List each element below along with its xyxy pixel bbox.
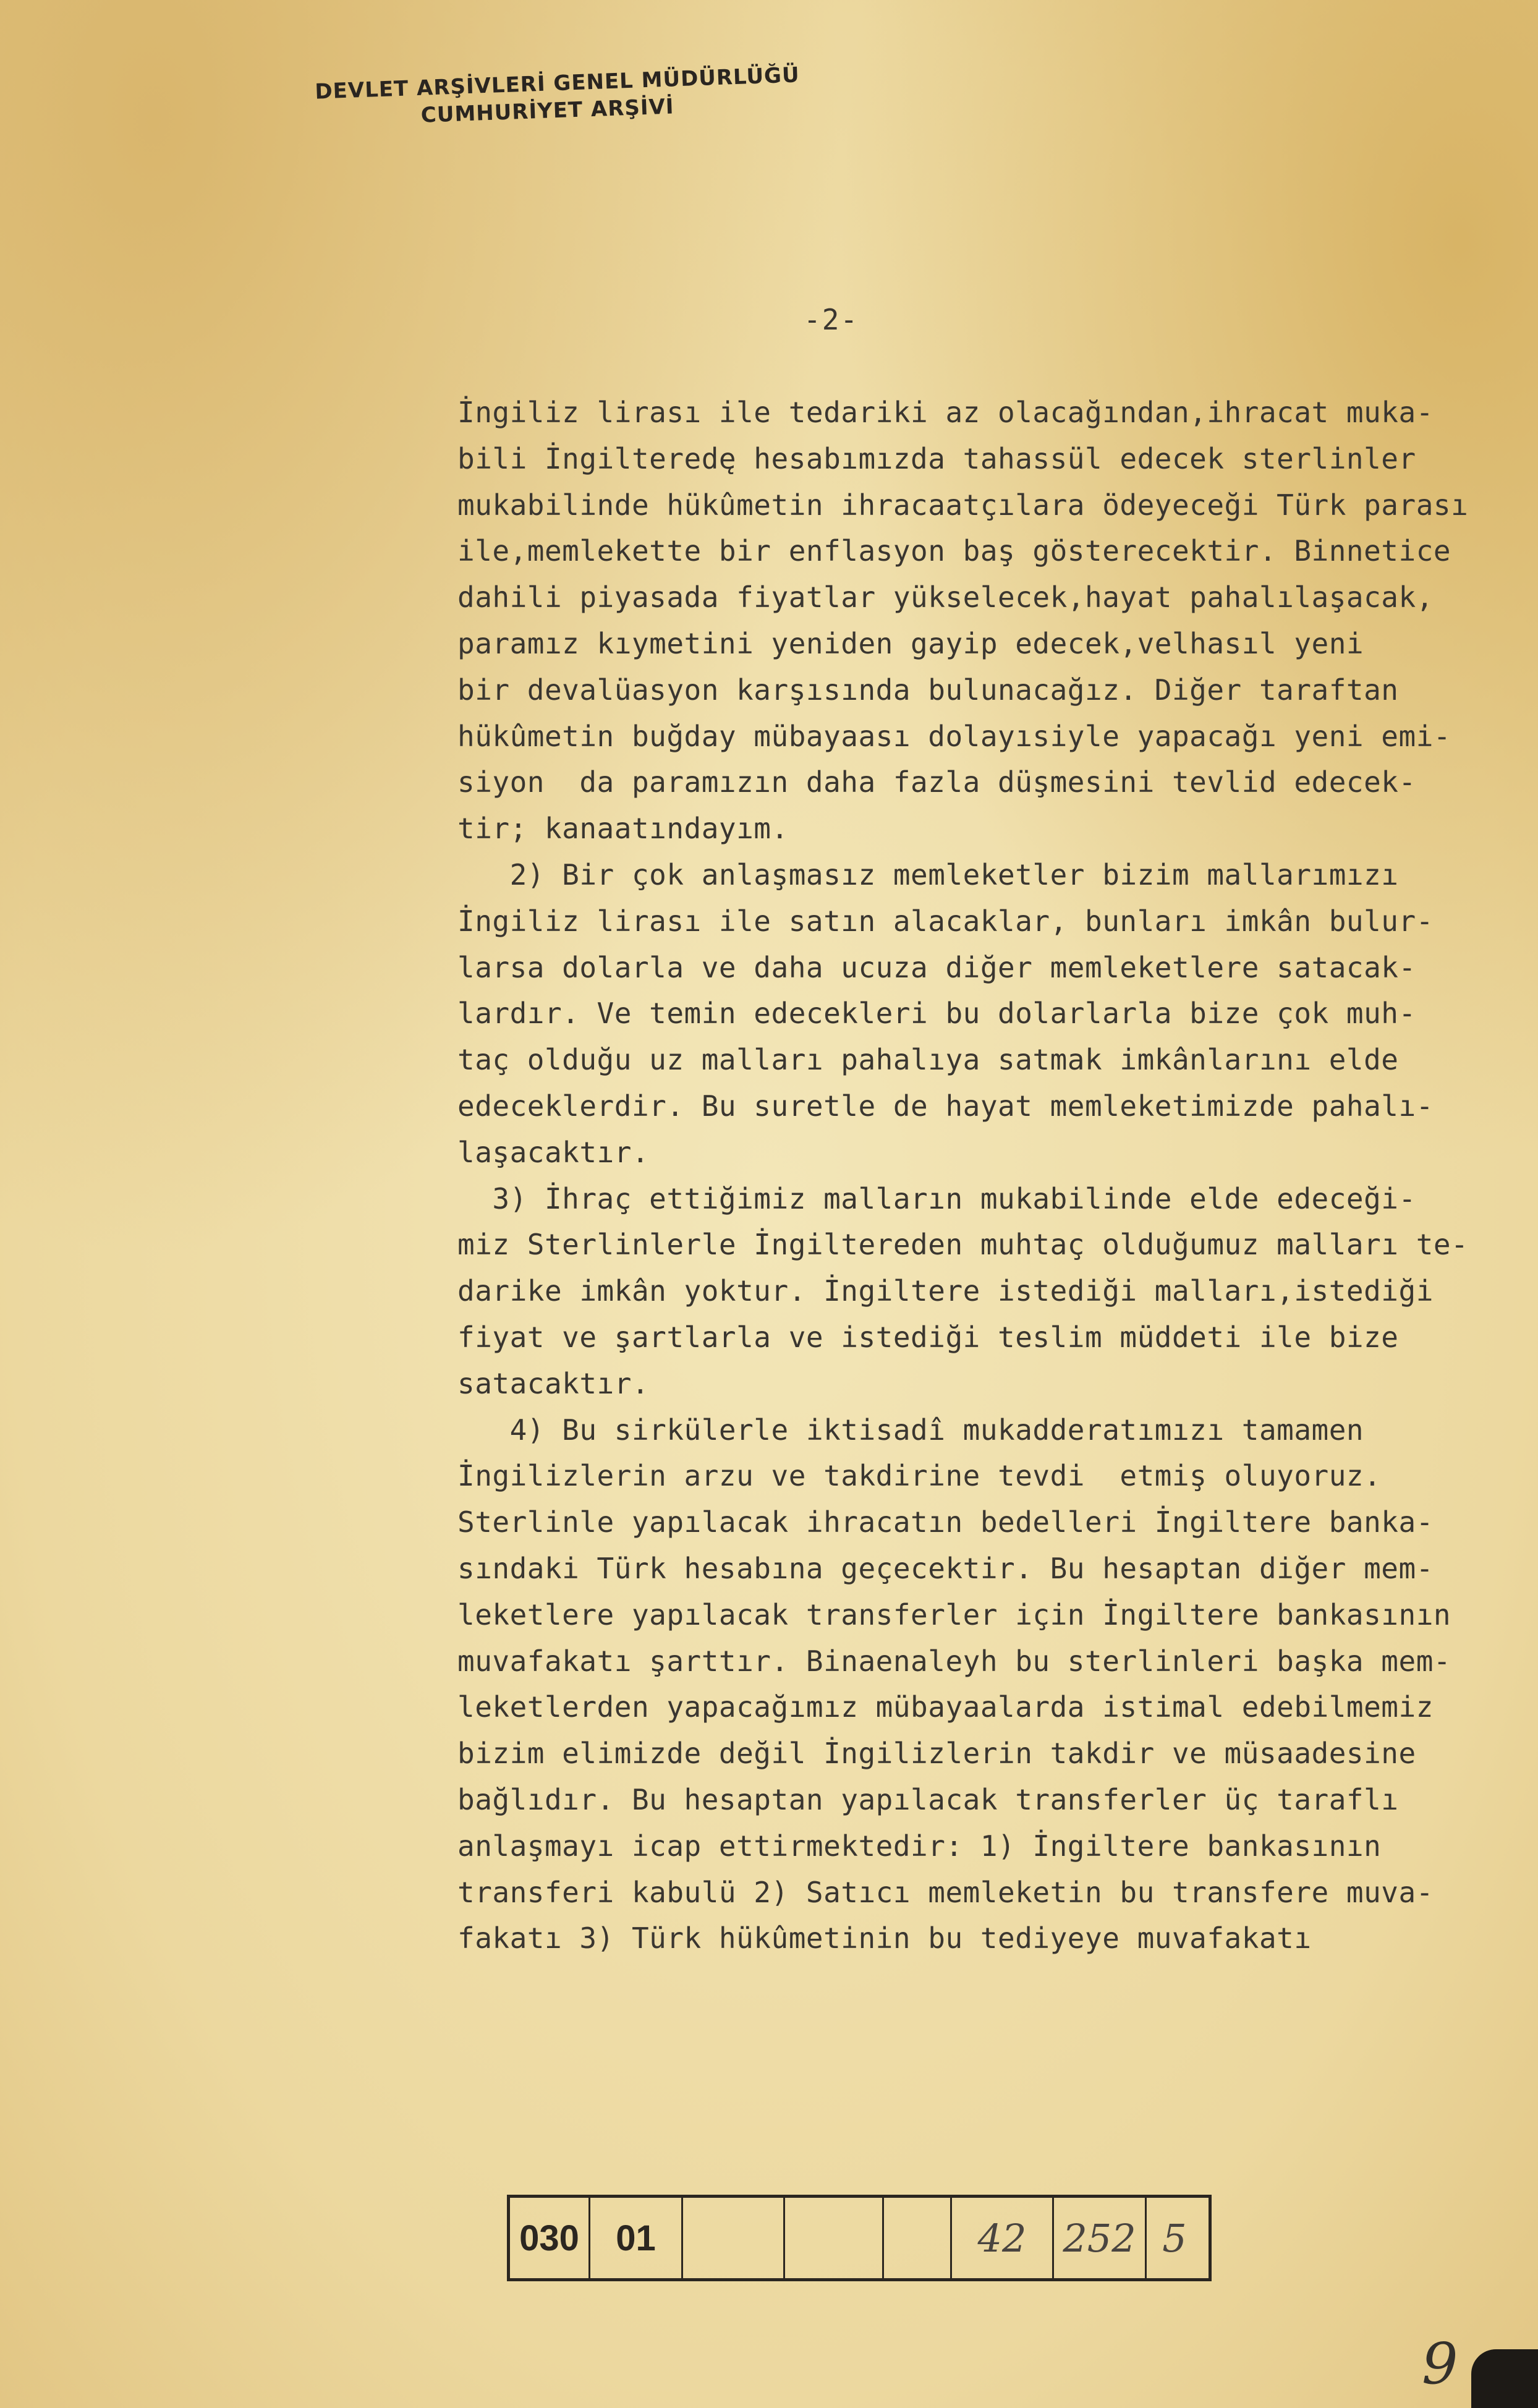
archive-code-cell: 252 xyxy=(1054,2198,1147,2278)
text-line: bağlıdır. Bu hesaptan yapılacak transferler üç taraflı xyxy=(457,1782,1399,1816)
text-line: paramız kıymetini yeniden gayip edecek,velhasıl yeni xyxy=(457,626,1364,660)
text-line: hükûmetin buğday mübayaası dolayısiyle yapacağı yeni emi- xyxy=(457,719,1451,753)
text-line: anlaşmayı icap ettirmektedir: 1) İngiltere bankasının xyxy=(457,1829,1382,1863)
stamp-line-1: DEVLET ARŞİVLERİ GENEL MÜDÜRLÜĞÜ xyxy=(314,62,801,104)
stamp-line-2: CUMHURİYET ARŞİVİ xyxy=(420,94,675,128)
text-line: dahili piyasada fiyatlar yükselecek,hayat pahalılaşacak, xyxy=(457,581,1434,615)
body-text xyxy=(457,389,1521,1962)
archive-code-cell xyxy=(683,2198,785,2278)
archive-code-cell: 5 xyxy=(1162,2215,1187,2261)
text-line: İngilizlerin arzu ve takdirine tevdi etmiş oluyoruz. xyxy=(457,1459,1382,1493)
archive-reference-box xyxy=(507,2195,1212,2281)
archive-code-cell xyxy=(884,2198,952,2278)
text-line: siyon da paramızın daha fazla düşmesini tevlid edecek- xyxy=(457,765,1416,799)
text-line: miz Sterlinlerle İngiltereden muhtaç olduğumuz malları te- xyxy=(457,1228,1469,1262)
text-line: İngiliz lirası ile satın alacaklar, bunları imkân bulur- xyxy=(457,904,1434,938)
text-line: taç olduğu uz malları pahalıya satmak imkânlarını elde xyxy=(457,1043,1399,1077)
text-line: İngiliz lirası ile tedariki az olacağından,ihracat muka- xyxy=(457,396,1434,429)
text-line: sındaki Türk hesabına geçecektir. Bu hesaptan diğer mem- xyxy=(457,1551,1434,1585)
text-line: muvafakatı şarttır. Binaenaleyh bu sterlinleri başka mem- xyxy=(457,1644,1451,1678)
text-line: darike imkân yoktur. İngiltere istediği malları,istediği xyxy=(457,1274,1434,1308)
text-line: 3) İhraç ettiğimiz malların mukabilinde elde edeceği- xyxy=(457,1181,1416,1215)
archive-stamp xyxy=(315,62,801,131)
text-line: tir; kanaatındayım. xyxy=(457,812,789,846)
archive-code-cell: 42 xyxy=(952,2198,1054,2278)
text-line: mukabilinde hükûmetin ihracaatçılara ödeyeceği Türk parası xyxy=(457,488,1469,522)
text-line: satacaktır. xyxy=(457,1366,650,1400)
text-line: 2) Bir çok anlaşmasız memleketler bizim mallarımızı xyxy=(457,857,1399,891)
text-line: ile,memlekette bir enflasyon baş gösterecektir. Binnetice xyxy=(457,534,1451,568)
text-line: edeceklerdir. Bu suretle de hayat memleketimizde pahalı- xyxy=(457,1089,1434,1123)
archive-code-cell xyxy=(785,2198,884,2278)
text-line: fiyat ve şartlarla ve istediği teslim müddeti ile bize xyxy=(457,1320,1399,1354)
page-number: -2- xyxy=(804,303,859,336)
text-line: bir devalüasyon karşısında bulunacağız. Diğer taraftan xyxy=(457,673,1399,707)
text-line: leketlerden yapacağımız mübayaalarda istimal edebilmemiz xyxy=(457,1690,1434,1724)
text-line: leketlere yapılacak transferler için İngiltere bankasının xyxy=(457,1598,1451,1632)
text-line: larsa dolarla ve daha ucuza diğer memleketlere satacak- xyxy=(457,950,1416,984)
text-line: lardır. Ve temin edecekleri bu dolarlarla bize çok muh- xyxy=(457,997,1416,1031)
text-line: bizim elimizde değil İngilizlerin takdir ve müsaadesine xyxy=(457,1737,1416,1771)
text-line: Sterlinle yapılacak ihracatın bedelleri İngiltere banka- xyxy=(457,1505,1434,1539)
folio-number: 9 xyxy=(1422,2331,1458,2397)
text-line: fakatı 3) Türk hükûmetinin bu tediyeye muvafakatı xyxy=(457,1921,1312,1955)
text-line: laşacaktır. xyxy=(457,1135,650,1169)
archive-code-cell: 030 xyxy=(510,2198,590,2278)
text-line: transferi kabulü 2) Satıcı memleketin bu transfere muva- xyxy=(457,1875,1434,1909)
edge-ink-mark xyxy=(1471,2349,1538,2408)
text-line: 4) Bu sirkülerle iktisadî mukadderatımızı tamamen xyxy=(457,1413,1364,1447)
text-line: bili İngilteredę hesabımızda tahassül edecek sterlinler xyxy=(457,441,1416,475)
archive-code-cell: 01 xyxy=(590,2198,683,2278)
